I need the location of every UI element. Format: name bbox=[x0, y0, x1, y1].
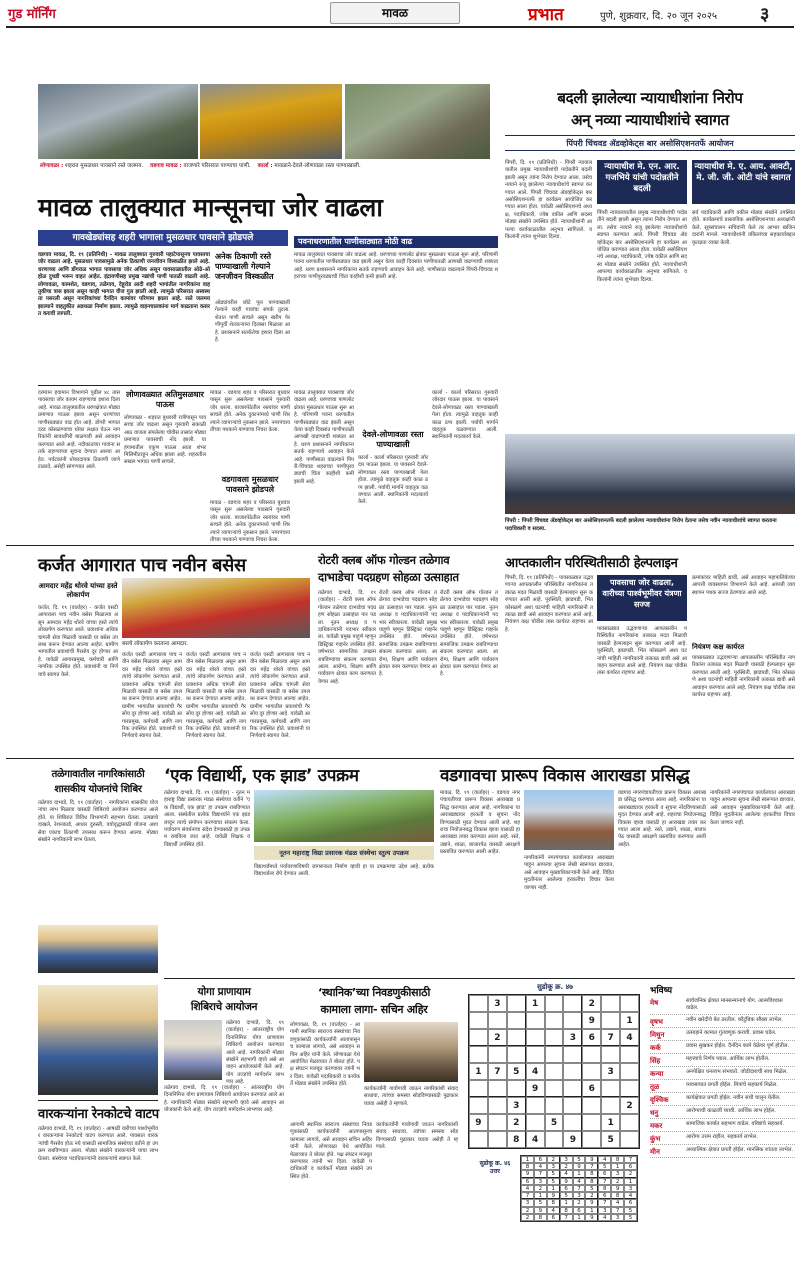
edition-date: पुणे, शुक्रवार, दि. २० जून २०२५ bbox=[600, 11, 718, 22]
sudoku-cell bbox=[488, 1080, 507, 1097]
sudoku-cell: 1 bbox=[469, 1063, 488, 1080]
photo-karla-road bbox=[345, 84, 490, 159]
vadgaon-plan-body-4: नागरिकांनी नगरपंचायत कार्यालयात आराखडा पाहून आपल्या सूचना लेखी स्वरूपात द्याव्यात, असे आवाहन मुख्याधिकाऱ्यांनी केले आहे. विहित मुदतीनंतर आलेल्या हरकतींचा विचार केला जाणार नाही. bbox=[710, 790, 795, 826]
horoscope-row bbox=[650, 1080, 795, 1093]
sudoku-cell: 2 bbox=[507, 1114, 526, 1131]
sudoku-cell: 3 bbox=[507, 1097, 526, 1114]
sudoku-cell bbox=[620, 1046, 639, 1063]
sudoku-answer-cell: 1 bbox=[521, 1156, 534, 1163]
sudoku-cell bbox=[601, 1046, 620, 1063]
lead-side-text: ओढ्यांवरील छोटे पूल पाण्याखाली गेल्याने काही गावांचा संपर्क तुटला. शेतात पाणी साचले असून खरीप पेरणीपूर्वी शेतकऱ्यांना दिलासा मिळाला आहे. प्रशासनाने सतर्कतेचा इशारा दिला आहे. bbox=[215, 300, 290, 344]
judges-body-3: सर्व पदाधिकारी आणि वकील मोठ्या संख्येने उपस्थित होते. कार्यक्रमाचे प्रास्ताविक असोसिएशनच्या अध्यक्षांनी केले. सूत्रसंचालन सचिवांनी केले तर आभार खजिनदारांनी मानले. न्यायाधीशांनी वकिलांच्या सहकार्याबद्दल कृतज्ञता व्यक्त केली. bbox=[692, 210, 795, 246]
sudoku-answer-cell: 2 bbox=[560, 1163, 573, 1170]
rotary-headline-2: दाभाडेचा पदग्रहण सोहळा उत्साहात bbox=[318, 570, 459, 584]
sudoku-answer-cell: 8 bbox=[611, 1192, 624, 1199]
sudoku-answer-cell: 7 bbox=[611, 1207, 624, 1214]
helpline-body-3: क्रमांकांवर माहिती द्यावी, असे आवाहन महापालिकेच्या आपत्ती व्यवस्थापन विभागाने केले आहे. आपत्ती व्यवस्थापन पथक सज्ज ठेवण्यात आले आहे. bbox=[692, 575, 795, 596]
sudoku-answer-cell: 1 bbox=[624, 1178, 637, 1185]
sudoku-answer-cell: 9 bbox=[611, 1185, 624, 1192]
photo-vadgaon-bus bbox=[200, 84, 342, 159]
sudoku-answer-cell: 9 bbox=[560, 1178, 573, 1185]
sudoku-cell bbox=[545, 995, 564, 1012]
sudoku-answer-cell: 8 bbox=[560, 1207, 573, 1214]
helpline-headline: आप्तकालीन परिस्थितीसाठी हेल्पलाइन bbox=[505, 556, 678, 571]
sthanik-body: लोणावळा, दि. १९ (वार्ताहर) - आगामी स्थानिक स्वराज्य संस्थांच्या निवडणुकांसाठी कार्यकर्त्यांनी आतापासूनच कामाला लागावे, असे आवाहन सचिन अहिर यांनी केले. लोणावळा येथे आयोजित मेळाव्यात ते बोलत होते. पक्ष संघटन मजबूत करण्यावर त्यांनी भर दिला. यावेळी पदाधिकारी व कार्यकर्ते मोठ्या संख्येने उपस्थित होते. bbox=[290, 1022, 360, 1088]
horoscope-sign: कन्या bbox=[650, 1070, 664, 1079]
sudoku-cell: 6 bbox=[582, 1029, 601, 1046]
sudoku-cell: 9 bbox=[526, 1080, 545, 1097]
newspaper-logo: प्रभात bbox=[528, 5, 564, 25]
sudoku-answer-grid bbox=[520, 1155, 638, 1222]
karjat-body-2: कर्जत एसटी आगाराला पाच नवीन बसेस मिळाल्या असून आमदार महेंद्र थोरवे यांच्या हस्ते त्यांचे लोकार्पण करण्यात आले. प्रवाशांना अधिक चांगली सेवा मिळावी यासाठी या बसेस उपलब्ध करून देण्यात आल्या आहेत. ग्रामीण भागातील प्रवाशांची गैरसोय दूर होणार आहे. यावेळी आगारप्रमुख, कर्मचारी आणि नागरिक उपस्थित होते. प्रवाशांनी या निर्णयाचे स्वागत केले. bbox=[122, 652, 182, 740]
horoscope-sign: मीन bbox=[650, 1148, 660, 1157]
sudoku-answer-cell: 3 bbox=[611, 1214, 624, 1221]
lonavala-head: लोणावळ्यात अतिमुसळधार पाऊस bbox=[126, 390, 204, 409]
horoscope-row bbox=[650, 1054, 795, 1067]
vidyarthi-body-2: विद्यार्थ्यांमध्ये पर्यावरणाविषयी जागरूकता निर्माण व्हावी हा या उपक्रमाचा उद्देश आहे. प्रत्येक विद्यार्थ्याला रोपे देण्यात आली. bbox=[254, 864, 434, 878]
pavana-text-col: मावळ तालुक्यात पावसाचा जोर वाढला आहे. धरणाच्या पाणलोट क्षेत्रात मुसळधार पाऊस सुरू आहे. परिणामी पवना धरणातील पाणीसाठ्यात वाढ झाली असून येत्या काही दिवसांत पाणीपातळी आणखी वाढण्याची शक्यता आहे. धरण प्रशासनाने नागरिकांना सतर्क राहण्याचे आवाहन केले आहे. पाणीसाठा वाढल्याने पिंपरी-चिंचवड शहराच्या पाणीपुरवठ्याची चिंता काहीशी कमी झाली आहे. bbox=[294, 390, 354, 485]
sudoku-answer-cell: 6 bbox=[624, 1199, 637, 1206]
sudoku-cell bbox=[582, 1131, 601, 1148]
sudoku-cell: 5 bbox=[507, 1063, 526, 1080]
sudoku-cell bbox=[488, 1114, 507, 1131]
sudoku-cell bbox=[620, 995, 639, 1012]
horoscope-text: आरोग्य उत्तम राहील. सहकार्य लाभेल. bbox=[686, 1134, 758, 1141]
header-divider bbox=[6, 26, 794, 28]
section-divider bbox=[6, 758, 794, 759]
horoscope-sign: वृश्चिक bbox=[650, 1096, 669, 1105]
sudoku-answer-cell: 9 bbox=[585, 1156, 598, 1163]
helpline-body: पिंपरी, दि. १९ (प्रतिनिधी) - पावसाळ्यात उद्भवणाऱ्या आपत्कालीन परिस्थितीत नागरिकांना तत्काळ मदत मिळावी यासाठी हेल्पलाइन सुरू करण्यात आली आहे. पूरस्थिती, झाडपडी, भिंत कोसळणे अशा घटनांची माहिती नागरिकांनी तत्काळ द्यावी असे आवाहन करण्यात आले आहे. नियंत्रण कक्ष चोवीस तास कार्यरत राहणार आहे. bbox=[505, 575, 593, 633]
horoscope-row bbox=[650, 1041, 795, 1054]
top-photo-captions: लोणावळा : शहरात मुसळधार पावसाने रस्ते जलमय. वडगाव मावळ : वाजणारे परिसरात पाण्याचा पाणी. कार्ला : मावळाने-देवले-लोणावळा रस्ता पाण्याखाली. bbox=[40, 163, 361, 169]
rotary-headline-1: रोटरी क्लब ऑफ गोल्डन तळेगाव bbox=[318, 553, 450, 567]
sudoku-answer-cell: 8 bbox=[598, 1185, 611, 1192]
sudoku-cell bbox=[545, 1012, 564, 1029]
sudoku-answer-cell: 6 bbox=[598, 1170, 611, 1177]
judges-caption: पिंपरी : पिंपरी चिंचवड ॲडव्होकेट्स बार असोसिएशनतर्फे बदली झालेल्या न्यायाधीशांना निरोप देताना तसेच नवीन न्यायाधीशांचे स्वागत करताना पदाधिकारी व सदस्य. bbox=[505, 518, 777, 532]
sudoku-cell bbox=[563, 1063, 582, 1080]
sudoku-cell bbox=[545, 1046, 564, 1063]
sudoku-cell: 9 bbox=[582, 1012, 601, 1029]
sudoku-answer-cell: 6 bbox=[534, 1156, 547, 1163]
sudoku-answer-cell: 7 bbox=[585, 1163, 598, 1170]
sudoku-cell bbox=[620, 1131, 639, 1148]
vadgaon-head: वडगावला मुसळधार पावसाने झोडपले bbox=[221, 475, 279, 494]
sudoku-answer-cell: 4 bbox=[598, 1156, 611, 1163]
photo-yoga bbox=[164, 1020, 222, 1080]
sudoku-cell: 6 bbox=[582, 1080, 601, 1097]
horoscope-sign: वृषभ bbox=[650, 1018, 663, 1027]
sudoku-answer-cell: 4 bbox=[560, 1170, 573, 1177]
sudoku-cell bbox=[563, 1012, 582, 1029]
sudoku-cell bbox=[582, 1097, 601, 1114]
section-divider bbox=[164, 978, 795, 979]
photo-melava bbox=[364, 1022, 458, 1082]
sudoku-answer-cell: 1 bbox=[534, 1192, 547, 1199]
sudoku-cell: 2 bbox=[488, 1029, 507, 1046]
sudoku-cell bbox=[545, 1063, 564, 1080]
karjat-caption: बसचे लोकार्पण करताना आमदार. bbox=[122, 641, 189, 647]
sudoku-answer-cell: 1 bbox=[611, 1163, 624, 1170]
vidyarthi-body: तळेगाव दाभाडे, दि. १९ (वार्ताहर) - नूतन महाराष्ट्र विद्या प्रसारक मंडळ संस्थेच्या वतीने ‘एक विद्यार्थी, एक झाड’ हा उपक्रम राबविण्यात आला. संस्थेतील प्रत्येक विद्यार्थ्याने एक झाड लावून त्याचे संगोपन करण्याचा संकल्प केला. पर्यावरण संवर्धनाचा संदेश देण्यासाठी हा उपक्रम राबविला जात आहे. यावेळी शिक्षक व विद्यार्थी उपस्थित होते. bbox=[164, 790, 250, 848]
sudoku-cell bbox=[488, 1012, 507, 1029]
sudoku-cell bbox=[582, 1114, 601, 1131]
helpline-sub: नियंत्रण कक्ष कार्यरत bbox=[692, 643, 745, 651]
sudoku-cell bbox=[526, 1046, 545, 1063]
sudoku-answer-cell: 5 bbox=[624, 1214, 637, 1221]
lead-side-head: अनेक ठिकाणी रस्ते पाण्याखाली गेल्याने जनजीवन विस्कळीत bbox=[215, 252, 274, 281]
sudoku-answer-cell: 2 bbox=[547, 1156, 560, 1163]
devle-text: कार्ला - कार्ला परिसरात गुरुवारी जोरदार पाऊस झाला. या पावसाने देवले-लोणावळा रस्ता पाण्याखाली गेला होता. त्यामुळे वाहतूक काही काळ ठप्प झाली. पर्यायी मार्गाने वाहतूक वळवण्यात आली. स्थानिकांनी मदतकार्य केले. bbox=[358, 455, 428, 506]
helpline-box: पावसाचा जोर वाढला, वारीच्या पार्श्वभूमीवर यंत्रणा सज्ज bbox=[597, 575, 687, 621]
lead-col-body: दरम्यान हवामान विभागाने पुढील ४८ तास पावसाचा जोर कायम राहण्याचा इशारा दिला आहे. मावळ तालुक्यातील धरणक्षेत्रात मोठ्या प्रमाणात पाऊस झाला असून धरणांच्या पाणीसाठ्यात वाढ होत आहे. डोंगरी भागात दरड कोसळण्याचा धोका लक्षात घेऊन नागरिकांनी सावधगिरी बाळगावी असे आवाहन करण्यात आले आहे. नदीकाठच्या गावांना सतर्क राहण्याच्या सूचना देण्यात आल्या आहेत. पर्यटकांनी धोकादायक ठिकाणी जाणे टाळावे, असेही सांगण्यात आले. bbox=[38, 390, 120, 471]
sudoku-answer-cell: 3 bbox=[534, 1178, 547, 1185]
horoscope-sign: कर्क bbox=[650, 1044, 661, 1053]
varkari-headline: वारकऱ्यांना रेनकोटचे वाटप bbox=[38, 1107, 159, 1122]
sudoku-answer-cell: 8 bbox=[585, 1178, 598, 1185]
sudoku-cell: 5 bbox=[545, 1114, 564, 1131]
sudoku-answer-cell: 4 bbox=[547, 1207, 560, 1214]
horoscope-row bbox=[650, 996, 795, 1015]
lonavala-text: लोणावळा - शहरात बुधवारी रात्रीपासून पावसाचा जोर वाढला असून गुरुवारी सकाळी आठ वाजता संपलेल्या चोवीस तासांत मोठ्या प्रमाणात पावसाची नोंद झाली. या हंगामातील एकूण पाऊस आता शंभर मिलिमीटरहून अधिक झाला आहे. शहरातील सखल भागात पाणी साचले. bbox=[124, 415, 206, 466]
sudoku-cell: 2 bbox=[582, 995, 601, 1012]
horoscope-text: आरोग्याची काळजी घ्यावी. आर्थिक लाभ होईल. bbox=[686, 1108, 776, 1115]
sudoku-answer-cell: 1 bbox=[573, 1170, 586, 1177]
horoscope-sign: तूळ bbox=[650, 1083, 660, 1092]
helpline-body-2: पावसाळ्यात उद्भवणाऱ्या आपत्कालीन परिस्थितीत नागरिकांना तत्काळ मदत मिळावी यासाठी हेल्पलाइन सुरू करण्यात आली आहे. पूरस्थिती, झाडपडी, भिंत कोसळणे अशा घटनांची माहिती नागरिकांनी तत्काळ द्यावी असे आवाहन करण्यात आले आहे. नियंत्रण कक्ष चोवीस तास कार्यरत राहणार आहे. bbox=[597, 626, 687, 677]
sudoku-answer-cell: 7 bbox=[598, 1199, 611, 1206]
vidyarthi-sub: नूतन महाराष्ट्र विद्या प्रसारक मंडळ संस्थेचा स्तुत्य उपक्रम bbox=[254, 846, 434, 860]
helpline-body-4: पावसाळ्यात उद्भवणाऱ्या आपत्कालीन परिस्थितीत नागरिकांना तत्काळ मदत मिळावी यासाठी हेल्पलाइन सुरू करण्यात आली आहे. पूरस्थिती, झाडपडी, भिंत कोसळणे अशा घटनांची माहिती नागरिकांनी तत्काळ द्यावी असे आवाहन करण्यात आले आहे. नियंत्रण कक्ष चोवीस तास कार्यरत राहणार आहे. bbox=[692, 655, 795, 699]
sudoku-answer-cell: 4 bbox=[573, 1178, 586, 1185]
horoscope-row bbox=[650, 1067, 795, 1080]
sudoku-cell bbox=[469, 1029, 488, 1046]
divider bbox=[38, 1100, 158, 1101]
sudoku-answer-cell: 2 bbox=[585, 1192, 598, 1199]
shibir-headline-1: तळेगावातील नागरिकांसाठी bbox=[51, 769, 145, 780]
photo-tree-planting bbox=[254, 790, 434, 842]
section-tag: मावळ bbox=[330, 2, 460, 24]
horoscope-text: सार्वजनिक क्षेत्रात मानसन्मानाचे योग. आत्मविश्वास वाढेल. bbox=[686, 998, 783, 1012]
sudoku-cell: 1 bbox=[526, 995, 545, 1012]
sudoku-cell bbox=[563, 1080, 582, 1097]
horoscope-text: अनपेक्षित धनलाभ संभवतो. जोडीदाराची साथ मिळेल. bbox=[686, 1069, 788, 1076]
sudoku-cell: 4 bbox=[526, 1063, 545, 1080]
sudoku-cell: 3 bbox=[601, 1063, 620, 1080]
judges-headline-2: अन् नव्या न्यायाधीशांचे स्वागत bbox=[571, 111, 729, 129]
sudoku-cell bbox=[563, 995, 582, 1012]
horoscope-sign: मिथुन bbox=[650, 1031, 665, 1040]
sudoku-cell bbox=[507, 1080, 526, 1097]
sudoku-cell bbox=[601, 1012, 620, 1029]
sudoku-cell bbox=[469, 1080, 488, 1097]
sthanik-body-2: कार्यकर्त्यांनी गावोगावी जाऊन नागरिकांशी संवाद साधावा, त्यांच्या समस्या सोडविण्यासाठी पुढाकार घ्यावा असेही ते म्हणाले. bbox=[364, 1086, 458, 1107]
judges-box-2: न्यायाधीश मे. ए. आय. आवटी, मे. जी. जी. ओटी यांचे स्वागत bbox=[692, 160, 795, 204]
page-number: ३ bbox=[760, 4, 770, 25]
sudoku-cell bbox=[545, 1097, 564, 1114]
sudoku-answer-cell: 7 bbox=[521, 1192, 534, 1199]
sudoku-answer-cell: 5 bbox=[585, 1185, 598, 1192]
devle-text-col: कार्ला - कार्ला परिसरात गुरुवारी जोरदार पाऊस झाला. या पावसाने देवले-लोणावळा रस्ता पाण्याखाली गेला होता. त्यामुळे वाहतूक काही काळ ठप्प झाली. पर्यायी मार्गाने वाहतूक वळवण्यात आली. स्थानिकांनी मदतकार्य केले. bbox=[432, 390, 498, 441]
judges-box-1: न्यायाधीश मे. एन. आर. गजभिये यांची पदोन्नतीने बदली bbox=[597, 160, 687, 204]
sudoku-cell: 3 bbox=[488, 995, 507, 1012]
sudoku-answer-cell: 2 bbox=[521, 1207, 534, 1214]
sudoku-cell bbox=[545, 1080, 564, 1097]
horoscope-row bbox=[650, 1028, 795, 1041]
sudoku-answer-cell: 6 bbox=[547, 1214, 560, 1221]
sudoku-cell: 7 bbox=[601, 1029, 620, 1046]
vadgaon-plan-headline: वडगावचा प्रारूप विकास आराखडा प्रसिद्ध bbox=[440, 766, 690, 786]
sudoku-answer-cell: 7 bbox=[598, 1178, 611, 1185]
sudoku-answer-cell: 5 bbox=[573, 1156, 586, 1163]
judges-subtitle: पिंपरी चिंचवड ॲडव्होकेट्स बार असोसिएशनतर्फे आयोजन bbox=[505, 135, 795, 151]
sudoku-answer-cell: 7 bbox=[560, 1214, 573, 1221]
horoscope-row bbox=[650, 1093, 795, 1106]
photo-lonavala-rain bbox=[38, 84, 198, 159]
karjat-body-3: कर्जत एसटी आगाराला पाच नवीन बसेस मिळाल्या असून आमदार महेंद्र थोरवे यांच्या हस्ते त्यांचे लोकार्पण करण्यात आले. प्रवाशांना अधिक चांगली सेवा मिळावी यासाठी या बसेस उपलब्ध करून देण्यात आल्या आहेत. ग्रामीण भागातील प्रवाशांची गैरसोय दूर होणार आहे. यावेळी आगारप्रमुख, कर्मचारी आणि नागरिक उपस्थित होते. प्रवाशांनी या निर्णयाचे स्वागत केले. bbox=[186, 652, 246, 740]
horoscope-text: प्रवास सुखकर होईल. दैनंदिन कामे वेळेवर पूर्ण होतील. bbox=[686, 1043, 790, 1050]
sudoku-answer-cell: 4 bbox=[624, 1192, 637, 1199]
sudoku-cell bbox=[563, 1046, 582, 1063]
karjat-body-4: कर्जत एसटी आगाराला पाच नवीन बसेस मिळाल्या असून आमदार महेंद्र थोरवे यांच्या हस्ते त्यांचे लोकार्पण करण्यात आले. प्रवाशांना अधिक चांगली सेवा मिळावी यासाठी या बसेस उपलब्ध करून देण्यात आल्या आहेत. ग्रामीण भागातील प्रवाशांची गैरसोय दूर होणार आहे. यावेळी आगारप्रमुख, कर्मचारी आणि नागरिक उपस्थित होते. प्रवाशांनी या निर्णयाचे स्वागत केले. bbox=[250, 652, 310, 740]
judges-headline-1: बदली झालेल्या न्यायाधीशांना निरोप bbox=[557, 89, 743, 107]
horoscope-sign: धनु bbox=[650, 1109, 659, 1118]
sudoku-cell: 9 bbox=[469, 1114, 488, 1131]
sudoku-answer-cell: 8 bbox=[585, 1170, 598, 1177]
judges-body-2: पिंपरी न्यायालयातील प्रमुख न्यायाधीशांची पदोन्नतीने बदली झाली असून त्यांना निरोप देण्यात आला. तसेच नव्याने रुजू झालेल्या न्यायाधीशांचे स्वागत करण्यात आले. पिंपरी चिंचवड ॲडव्होकेट्स बार असोसिएशनतर्फे हा कार्यक्रम आयोजित करण्यात आला होता. यावेळी असोसिएशनचे अध्यक्ष, पदाधिकारी, ज्येष्ठ वकील आणि सदस्य मोठ्या संख्येने उपस्थित होते. न्यायाधीशांनी आपल्या कार्यकाळातील अनुभव सांगितले. वकिलांनी त्यांना शुभेच्छा दिल्या. bbox=[597, 210, 687, 283]
yoga-headline-2: शिबिराचे आयोजन bbox=[190, 1001, 258, 1013]
shibir-body: तळेगाव दाभाडे, दि. १९ (वार्ताहर) - नागरिकांना शासकीय योजनांचा लाभ मिळावा यासाठी शिबिराचे आयोजन करण्यात आले होते. या शिबिरात विविध विभागांनी सहभाग घेतला. उत्पन्नाचे दाखले, रेशनकार्ड, आधार दुरुस्ती, वयोवृद्धांसाठी योजना अशा सेवा एकाच ठिकाणी उपलब्ध करून देण्यात आल्या. मोठ्या संख्येने नागरिकांनी लाभ घेतला. bbox=[38, 800, 158, 844]
lead-intro: वडगाव मावळ, दि. १९ (प्रतिनिधी) - मावळ तालुक्यात गुरुवारी पहाटेपासूनच पावसाचा जोर वाढला आहे. मुसळधार पावसामुळे अनेक ठिकाणी जनजीवन विस्कळीत झाले आहे. धरणाच्या आणि डोंगराळ भागात पावसाचा जोर अधिक असून पावसाळ्यातील ओढे-ओहोळ दुथडी भरून वाहत आहेत. इंद्रायणीसह प्रमुख नद्यांची पाणी पातळी वाढली आहे. लोणावळा, कामशेत, वडगाव, तळेगाव, देहूरोड आदी शहरी भागांतील नागरिकांना वाहतुकीचा त्रास झाला असून काही भागात वीज गुल झाली आहे. त्यामुळे परिसरात अस्वस्थता पसरली असून नागरिकांच्या दैनंदिन कामांवर परिणाम झाला आहे. रस्ते जलमय झाल्याने वाहतुकीत अडथळा निर्माण झाला. त्यामुळे वाहनचालकांना मार्ग काढताना कसरत करावी लागली. bbox=[38, 252, 210, 318]
sudoku-answer-cell: 7 bbox=[534, 1170, 547, 1177]
sudoku-cell: 4 bbox=[620, 1029, 639, 1046]
sudoku-answer-cell: 2 bbox=[521, 1214, 534, 1221]
sudoku-answer-cell: 3 bbox=[521, 1199, 534, 1206]
sudoku-answer-cell: 6 bbox=[624, 1163, 637, 1170]
sudoku-answer-cell: 3 bbox=[611, 1170, 624, 1177]
lead-banner: गावखेड्यांसह शहरी भागाला मुसळधार पावसाने झोडपले bbox=[38, 230, 288, 246]
sudoku-answer-cell: 9 bbox=[521, 1170, 534, 1177]
sudoku-cell bbox=[526, 1012, 545, 1029]
sudoku-answer-cell: 3 bbox=[573, 1192, 586, 1199]
horoscope-text: नवीन खरेदीचे बेत ठरतील. कौटुंबिक सौख्य लाभेल. bbox=[686, 1017, 783, 1024]
sudoku-answer-cell: 1 bbox=[573, 1214, 586, 1221]
sudoku-answer-cell: 8 bbox=[521, 1163, 534, 1170]
sudoku-answer-cell: 5 bbox=[624, 1207, 637, 1214]
rotary-body-2: रोटरी क्लब ऑफ गोल्डन तळेगाव दाभाडेचा पदग्रहण सोहळा उत्साहात पार पडला. नूतन अध्यक्ष व पदाधिकाऱ्यांनी पदभार स्वीकारला. यावेळी प्रमुख पाहुणे म्हणून डिस्ट्रिक्ट गव्हर्नर उपस्थित होते. वर्षभरात सामाजिक उपक्रम राबविण्याचा संकल्प करण्यात आला. आरोग्य, शिक्षण आणि पर्यावरण क्षेत्रात काम करण्यात येणार आहे. bbox=[379, 590, 437, 678]
lead-headline: मावळ तालुक्यात मान्सूनचा जोर वाढला bbox=[38, 193, 383, 222]
horoscope-text: व्यवसायात प्रगती होईल. मित्रांचे सहकार्य मिळेल. bbox=[686, 1082, 779, 1089]
pavana-text: मावळ तालुक्यात पावसाचा जोर वाढला आहे. धरणाच्या पाणलोट क्षेत्रात मुसळधार पाऊस सुरू आहे. परिणामी पवना धरणातील पाणीसाठ्यात वाढ झाली असून येत्या काही दिवसांत पाणीपातळी आणखी वाढण्याची शक्यता आहे. धरण प्रशासनाने नागरिकांना सतर्क राहण्याचे आवाहन केले आहे. पाणीसाठा वाढल्याने पिंपरी-चिंचवड शहराच्या पाणीपुरवठ्याची चिंता काहीशी कमी झाली आहे. bbox=[294, 252, 498, 281]
sudoku-cell: 2 bbox=[620, 1097, 639, 1114]
sudoku-answer-cell: 4 bbox=[611, 1199, 624, 1206]
sudoku-answer-cell: 3 bbox=[624, 1185, 637, 1192]
yoga-body-2: तळेगाव दाभाडे, दि. १९ (वार्ताहर) - आंतरराष्ट्रीय योग दिनानिमित्त योगा प्राणायाम शिबिराचे आयोजन करण्यात आले आहे. नागरिकांनी मोठ्या संख्येने सहभागी व्हावे असे आवाहन आयोजकांनी केले आहे. योग तज्ज्ञांचे मार्गदर्शन लाभणार आहे. bbox=[164, 1085, 284, 1114]
sudoku-answer-cell: 5 bbox=[598, 1163, 611, 1170]
sthanik-body-4: कार्यकर्त्यांनी गावोगावी जाऊन नागरिकांशी संवाद साधावा, त्यांच्या समस्या सोडविण्यासाठी पुढाकार घ्यावा असेही ते म्हणाले. bbox=[376, 1122, 458, 1151]
horoscope-sign: सिंह bbox=[650, 1057, 661, 1066]
sudoku-answer-cell: 1 bbox=[585, 1207, 598, 1214]
horoscope-text: अध्यात्मिक क्षेत्रात प्रगती होईल. मानसिक शांतता लाभेल. bbox=[686, 1147, 794, 1154]
horoscope-text: महत्त्वाचे निर्णय घ्याल. आर्थिक लाभ होतील. bbox=[686, 1056, 770, 1063]
sudoku-answer-cell: 6 bbox=[560, 1185, 573, 1192]
sudoku-cell bbox=[545, 1029, 564, 1046]
sudoku-cell bbox=[620, 1114, 639, 1131]
sudoku-answer-cell: 6 bbox=[598, 1192, 611, 1199]
sudoku-cell: 9 bbox=[563, 1131, 582, 1148]
sudoku-cell bbox=[469, 995, 488, 1012]
sudoku-cell bbox=[582, 1046, 601, 1063]
sudoku-cell bbox=[488, 1046, 507, 1063]
horoscope-sign: कुंभ bbox=[650, 1135, 661, 1144]
vidyarthi-headline: ‘एक विद्यार्थी, एक झाड’ उपक्रम bbox=[164, 766, 359, 786]
edition-label: गुड मॉर्निंग bbox=[8, 7, 56, 22]
sudoku-answer-cell: 9 bbox=[534, 1207, 547, 1214]
horoscope-row bbox=[650, 1132, 795, 1145]
sudoku-cell bbox=[469, 1046, 488, 1063]
sudoku-cell bbox=[469, 1097, 488, 1114]
photo-karjat-bus bbox=[122, 578, 310, 638]
photo-nagarpanchayat bbox=[524, 790, 614, 850]
shibir-headline-2: शासकीय योजनांचे शिबिर bbox=[54, 784, 142, 795]
sudoku-answer-cell: 2 bbox=[534, 1185, 547, 1192]
divider bbox=[38, 385, 290, 386]
sudoku-cell bbox=[601, 1080, 620, 1097]
sudoku-answer-cell: 6 bbox=[573, 1207, 586, 1214]
sudoku-answer-cell: 5 bbox=[534, 1199, 547, 1206]
karjat-headline: कर्जत आगारात पाच नवीन बसेस bbox=[38, 555, 246, 576]
photo-judges-group bbox=[505, 434, 795, 514]
sudoku-cell bbox=[601, 995, 620, 1012]
sudoku-cell bbox=[526, 1114, 545, 1131]
sudoku-answer-cell: 2 bbox=[611, 1178, 624, 1185]
sudoku-cell bbox=[526, 1029, 545, 1046]
horoscope-text: उत्साहाने कामात गुंतवणूक करावी. प्रवास घडेल. bbox=[686, 1030, 777, 1037]
horoscope-row bbox=[650, 1106, 795, 1119]
horoscope-row bbox=[650, 1015, 795, 1028]
sudoku-cell bbox=[563, 1114, 582, 1131]
sthanik-body-3: आगामी स्थानिक स्वराज्य संस्थांच्या निवडणुकांसाठी कार्यकर्त्यांनी आतापासूनच कामाला लागावे, असे आवाहन सचिन अहिर यांनी केले. लोणावळा येथे आयोजित मेळाव्यात ते बोलत होते. पक्ष संघटन मजबूत करण्यावर त्यांनी भर दिला. यावेळी पदाधिकारी व कार्यकर्ते मोठ्या संख्येने उपस्थित होते. bbox=[290, 1122, 372, 1180]
section-divider bbox=[6, 545, 794, 546]
sudoku-answer-title: सुडोकू क्र. ४६ उत्तर bbox=[479, 1160, 511, 1175]
sudoku-cell bbox=[488, 1097, 507, 1114]
sudoku-cell bbox=[582, 1063, 601, 1080]
sudoku-cell bbox=[469, 1131, 488, 1148]
sudoku-answer-cell: 7 bbox=[624, 1156, 637, 1163]
sudoku-cell bbox=[507, 1046, 526, 1063]
sudoku-answer-cell: 3 bbox=[547, 1163, 560, 1170]
horoscope-sign: मकर bbox=[650, 1122, 663, 1131]
karjat-sub: आमदार महेंद्र थोरवे यांच्या हस्ते लोकार्पण bbox=[38, 582, 118, 599]
sudoku-cell bbox=[507, 1012, 526, 1029]
sudoku-cell: 1 bbox=[620, 1012, 639, 1029]
sudoku-cell: 7 bbox=[488, 1063, 507, 1080]
sudoku-answer-cell: 1 bbox=[560, 1199, 573, 1206]
horoscope-title: भविष्य bbox=[650, 986, 673, 996]
horoscope-text: सामाजिक कार्यात सहभाग वाढेल. वरिष्ठांचे सहकार्य. bbox=[686, 1121, 785, 1128]
sudoku-answer-cell: 7 bbox=[573, 1185, 586, 1192]
horoscope-sign: मेष bbox=[650, 999, 659, 1007]
sudoku-cell bbox=[545, 1131, 564, 1148]
vadgaon-text: मावळ - वडगाव शहर व परिसरात बुधवारपासून सुरू असलेल्या पावसाने गुरुवारी जोर धरला. बाजारपेठेतील रस्त्यांवर पाणी साचले होते. अनेक दुकानांमध्ये पाणी शिरल्याने व्यापाऱ्यांचे नुकसान झाले. नगरपंचायतीच्या पथकाने पाण्याचा निचरा केला. bbox=[210, 390, 290, 434]
sthanik-headline-1: ‘स्थानिक’च्या निवडणुकीसाठी bbox=[317, 986, 431, 999]
sudoku-cell bbox=[620, 1063, 639, 1080]
sudoku-answer-cell: 5 bbox=[560, 1192, 573, 1199]
vadgaon-plan-body-3: वडगाव नगरपंचायतीच्या प्रारूप विकास आराखडा प्रसिद्ध करण्यात आला आहे. नागरिकांना या आराखड्यावर हरकती व सूचना नोंदविण्यासाठी मुदत देण्यात आली आहे. शहराचा नियोजनबद्ध विकास व्हावा यासाठी हा आराखडा तयार करण्यात आला आहे. रस्ते, उद्याने, शाळा, बाजारपेठ यासाठी आरक्षणे प्रस्तावित करण्यात आली आहेत. bbox=[618, 790, 706, 848]
photo-shibir bbox=[38, 925, 158, 973]
sudoku-cell bbox=[507, 1029, 526, 1046]
horoscope-row bbox=[650, 1119, 795, 1132]
sudoku-cell: 8 bbox=[507, 1131, 526, 1148]
sudoku-answer-cell: 8 bbox=[534, 1214, 547, 1221]
judges-body: पिंपरी, दि. १९ (प्रतिनिधी) - पिंपरी न्यायालयातील प्रमुख न्यायाधीशांची पदोन्नतीने बदली झाली असून त्यांना निरोप देण्यात आला. तसेच नव्याने रुजू झालेल्या न्यायाधीशांचे स्वागत करण्यात आले. पिंपरी चिंचवड ॲडव्होकेट्स बार असोसिएशनतर्फे हा कार्यक्रम आयोजित करण्यात आला होता. यावेळी असोसिएशनचे अध्यक्ष, पदाधिकारी, ज्येष्ठ वकील आणि सदस्य मोठ्या संख्येने उपस्थित होते. न्यायाधीशांनी आपल्या कार्यकाळातील अनुभव सांगितले. वकिलांनी त्यांना शुभेच्छा दिल्या. bbox=[505, 160, 592, 241]
sudoku-cell bbox=[469, 1012, 488, 1029]
sudoku-answer-cell: 2 bbox=[624, 1170, 637, 1177]
sudoku-answer-cell: 3 bbox=[598, 1207, 611, 1214]
sudoku-cell bbox=[526, 1097, 545, 1114]
rotary-body: तळेगाव दाभाडे, दि. १९ (वार्ताहर) - रोटरी क्लब ऑफ गोल्डन तळेगाव दाभाडेचा पदग्रहण सोहळा उत्साहात पार पडला. नूतन अध्यक्ष व पदाधिकाऱ्यांनी पदभार स्वीकारला. यावेळी प्रमुख पाहुणे म्हणून डिस्ट्रिक्ट गव्हर्नर उपस्थित होते. वर्षभरात सामाजिक उपक्रम राबविण्याचा संकल्प करण्यात आला. आरोग्य, शिक्षण आणि पर्यावरण क्षेत्रात काम करण्यात येणार आहे. bbox=[318, 590, 376, 685]
yoga-body: तळेगाव दाभाडे, दि. १९ (वार्ताहर) - आंतरराष्ट्रीय योग दिनानिमित्त योगा प्राणायाम शिबिराचे आयोजन करण्यात आले आहे. नागरिकांनी मोठ्या संख्येने सहभागी व्हावे असे आवाहन आयोजकांनी केले आहे. योग तज्ज्ञांचे मार्गदर्शन लाभणार आहे. bbox=[226, 1020, 284, 1086]
sudoku-answer-cell: 9 bbox=[585, 1199, 598, 1206]
varkari-body: तळेगाव दाभाडे, दि. १९ (वार्ताहर) - आषाढी वारीच्या पार्श्वभूमीवर वारकऱ्यांना रेनकोटचे वाटप करण्यात आले. पावसात वारकऱ्यांची गैरसोय होऊ नये यासाठी सामाजिक संस्थेच्या वतीने हा उपक्रम राबविण्यात आला. मोठ्या संख्येने वारकऱ्यांनी याचा लाभ घेतला. संस्थेच्या पदाधिकाऱ्यांनी वारकऱ्यांचे स्वागत केले. bbox=[38, 1126, 158, 1162]
karjat-body: कर्जत, दि. १९ (वार्ताहर) - कर्जत एसटी आगाराला पाच नवीन बसेस मिळाल्या असून आमदार महेंद्र थोरवे यांच्या हस्ते त्यांचे लोकार्पण करण्यात आले. प्रवाशांना अधिक चांगली सेवा मिळावी यासाठी या बसेस उपलब्ध करून देण्यात आल्या आहेत. ग्रामीण भागातील प्रवाशांची गैरसोय दूर होणार आहे. यावेळी आगारप्रमुख, कर्मचारी आणि नागरिक उपस्थित होते. प्रवाशांनी या निर्णयाचे स्वागत केले. bbox=[38, 605, 118, 678]
sudoku-cell bbox=[507, 995, 526, 1012]
horoscope-list bbox=[650, 996, 795, 1271]
photo-raincoats bbox=[38, 985, 158, 1095]
sudoku-answer-cell: 1 bbox=[547, 1185, 560, 1192]
sudoku-answer-cell: 4 bbox=[521, 1185, 534, 1192]
pavana-head: पवनाधरणातील पाणीसाठ्यात मोठी वाढ bbox=[294, 236, 498, 248]
sudoku-answer-cell: 9 bbox=[573, 1163, 586, 1170]
sudoku-answer-cell: 3 bbox=[560, 1156, 573, 1163]
horoscope-row bbox=[650, 1145, 795, 1158]
sudoku-title: सुडोकू क्र. ४७ bbox=[537, 983, 573, 991]
sudoku-grid bbox=[468, 994, 640, 1149]
vadgaon-plan-body: मावळ, दि. १९ (वार्ताहर) - वडगाव नगरपंचायतीच्या प्रारूप विकास आराखडा प्रसिद्ध करण्यात आला आहे. नागरिकांना या आराखड्यावर हरकती व सूचना नोंदविण्यासाठी मुदत देण्यात आली आहे. शहराचा नियोजनबद्ध विकास व्हावा यासाठी हा आराखडा तयार करण्यात आला आहे. रस्ते, उद्याने, शाळा, बाजारपेठ यासाठी आरक्षणे प्रस्तावित करण्यात आली आहेत. bbox=[440, 790, 520, 856]
sudoku-answer-cell: 9 bbox=[547, 1192, 560, 1199]
sudoku-cell bbox=[620, 1080, 639, 1097]
sthanik-headline-2: कामाला लागा- सचिन अहिर bbox=[320, 1003, 428, 1016]
sudoku-answer-cell: 6 bbox=[521, 1178, 534, 1185]
sudoku-answer-cell: 5 bbox=[547, 1170, 560, 1177]
sudoku-answer-cell: 4 bbox=[598, 1214, 611, 1221]
sudoku-cell: 1 bbox=[601, 1114, 620, 1131]
vadgaon-text-2: मावळ - वडगाव शहर व परिसरात बुधवारपासून सुरू असलेल्या पावसाने गुरुवारी जोर धरला. बाजारपेठेतील रस्त्यांवर पाणी साचले होते. अनेक दुकानांमध्ये पाणी शिरल्याने व्यापाऱ्यांचे नुकसान झाले. नगरपंचायतीच्या पथकाने पाण्याचा निचरा केला. bbox=[210, 500, 290, 544]
horoscope-text: कार्यक्षेत्रात प्रगती होईल. नवीन संधी चालून येतील. bbox=[686, 1095, 781, 1102]
sudoku-cell bbox=[601, 1097, 620, 1114]
yoga-headline-1: योगा प्राणायाम bbox=[197, 986, 251, 998]
sudoku-answer-cell: 9 bbox=[585, 1214, 598, 1221]
sudoku-cell: 5 bbox=[601, 1131, 620, 1148]
devle-head: देवले-लोणावळा रस्ता पाण्याखाली bbox=[362, 430, 424, 449]
sudoku-cell bbox=[488, 1131, 507, 1148]
sudoku-cell: 3 bbox=[563, 1029, 582, 1046]
sudoku-cell bbox=[563, 1097, 582, 1114]
sudoku-answer-cell: 5 bbox=[547, 1178, 560, 1185]
sudoku-answer-cell: 2 bbox=[573, 1199, 586, 1206]
sudoku-answer-cell: 8 bbox=[611, 1156, 624, 1163]
sudoku-answer-cell: 8 bbox=[547, 1199, 560, 1206]
sudoku-answer-cell: 4 bbox=[534, 1163, 547, 1170]
rotary-body-3: रोटरी क्लब ऑफ गोल्डन तळेगाव दाभाडेचा पदग्रहण सोहळा उत्साहात पार पडला. नूतन अध्यक्ष व पदाधिकाऱ्यांनी पदभार स्वीकारला. यावेळी प्रमुख पाहुणे म्हणून डिस्ट्रिक्ट गव्हर्नर उपस्थित होते. वर्षभरात सामाजिक उपक्रम राबविण्याचा संकल्प करण्यात आला. आरोग्य, शिक्षण आणि पर्यावरण क्षेत्रात काम करण्यात येणार आहे. bbox=[440, 590, 498, 678]
sudoku-cell: 4 bbox=[526, 1131, 545, 1148]
vadgaon-plan-body-2: नागरिकांनी नगरपंचायत कार्यालयात आराखडा पाहून आपल्या सूचना लेखी स्वरूपात द्याव्यात, असे आवाहन मुख्याधिकाऱ्यांनी केले आहे. विहित मुदतीनंतर आलेल्या हरकतींचा विचार केला जाणार नाही. bbox=[524, 855, 614, 891]
